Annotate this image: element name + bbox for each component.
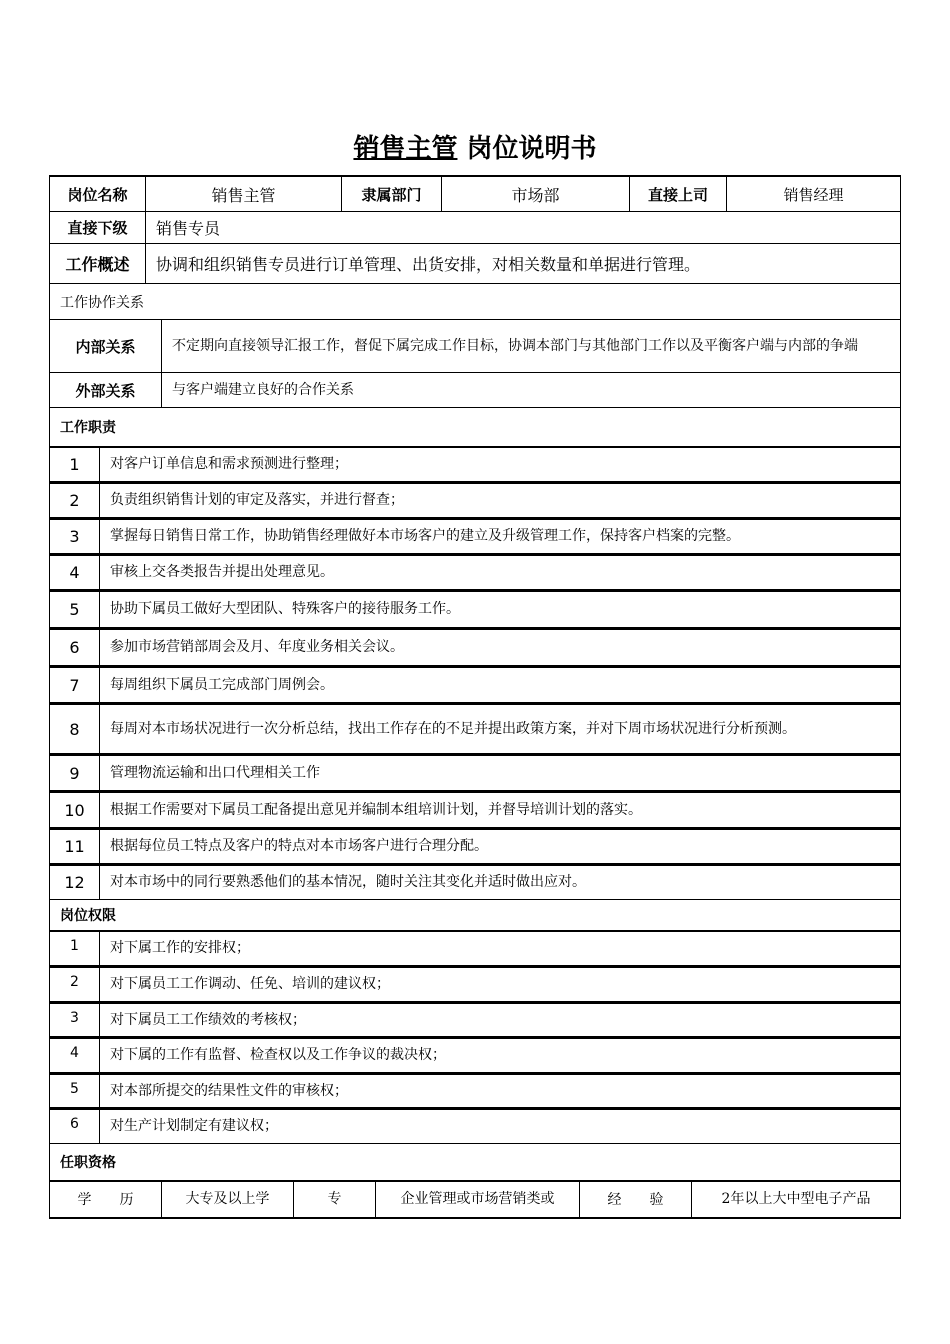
authority-number: 4 — [50, 1039, 100, 1072]
duty-number: 12 — [50, 866, 100, 899]
duty-text: 对客户订单信息和需求预测进行整理； — [110, 456, 348, 472]
internal-value: 不定期向直接领导汇报工作，督促下属完成工作目标，协调本部门与其他部门工作以及平衡客户端与内部的争端 — [172, 337, 858, 354]
authority-row — [49, 1108, 901, 1144]
external-value: 与客户端建立良好的合作关系 — [172, 381, 354, 398]
authority-number: 3 — [50, 1004, 100, 1036]
major-value: 企业管理或市场营销类或 — [376, 1182, 580, 1217]
edu-value: 大专及以上学 — [162, 1182, 294, 1217]
authority-number: 2 — [50, 968, 100, 1001]
label-position: 岗位名称 — [50, 177, 146, 211]
authority-text: 对下属员工工作绩效的考核权； — [110, 1011, 306, 1028]
external-row — [49, 373, 901, 408]
duty-row — [49, 518, 901, 554]
authority-row — [49, 930, 901, 966]
subordinate-value: 销售专员 — [156, 219, 221, 238]
superior-value: 销售经理 — [783, 185, 844, 204]
duty-row — [49, 703, 901, 754]
duty-text: 审核上交各类报告并提出处理意见。 — [110, 564, 334, 580]
duty-row — [49, 590, 901, 628]
label-internal: 内部关系 — [50, 320, 162, 372]
duty-text: 每周对本市场状况进行一次分析总结，找出工作存在的不足并提出政策方案，并对下周市场状况进行分析预测。 — [110, 720, 796, 737]
duty-number: 11 — [50, 830, 100, 863]
label-superior: 直接上司 — [630, 177, 727, 211]
duty-row — [49, 482, 901, 518]
duty-text: 对本市场中的同行要熟悉他们的基本情况，随时关注其变化并适时做出应对。 — [110, 874, 586, 890]
overview-value: 协调和组织销售专员进行订单管理、出货安排，对相关数量和单据进行管理。 — [156, 255, 701, 274]
authority-text: 对下属的工作有监督、检查权以及工作争议的裁决权； — [110, 1047, 446, 1063]
internal-row — [49, 320, 901, 373]
label-external: 外部关系 — [50, 373, 162, 407]
major-label: 专 — [294, 1182, 376, 1217]
duty-row — [49, 554, 901, 590]
label-subordinate: 直接下级 — [50, 212, 146, 243]
authority-title: 岗位权限 — [49, 900, 901, 930]
qualification-row — [49, 1180, 901, 1219]
exp-label: 经 验 — [580, 1182, 692, 1217]
header-row — [49, 175, 901, 212]
duty-row — [49, 666, 901, 703]
duty-text: 参加市场营销部周会及月、年度业务相关会议。 — [110, 639, 404, 655]
duty-number: 3 — [50, 520, 100, 553]
edu-label: 学 历 — [50, 1182, 162, 1217]
authority-row — [49, 1002, 901, 1037]
duty-row — [49, 628, 901, 666]
duties-title: 工作职责 — [49, 408, 901, 446]
duty-number: 10 — [50, 793, 100, 827]
duty-text: 根据每位员工特点及客户的特点对本市场客户进行合理分配。 — [110, 838, 488, 854]
authority-number: 5 — [50, 1075, 100, 1107]
authority-text: 对生产计划制定有建议权； — [110, 1118, 278, 1134]
authority-row — [49, 1073, 901, 1108]
authority-text: 对下属员工工作调动、任免、培训的建议权； — [110, 976, 390, 992]
exp-value: 2年以上大中型电子产品 — [721, 1191, 871, 1207]
authority-row — [49, 966, 901, 1002]
authority-number: 6 — [50, 1110, 100, 1143]
authority-text: 对本部所提交的结果性文件的审核权； — [110, 1082, 348, 1099]
duty-number: 6 — [50, 630, 100, 665]
page-title — [0, 128, 950, 165]
duty-number: 5 — [50, 592, 100, 627]
position-value: 销售主管 — [146, 177, 342, 211]
duty-row — [49, 828, 901, 864]
duty-row — [49, 754, 901, 791]
duty-row — [49, 864, 901, 900]
duty-row — [49, 791, 901, 828]
qualification-title: 任职资格 — [49, 1144, 901, 1180]
dept-value: 市场部 — [442, 177, 630, 211]
duty-number: 2 — [50, 484, 100, 517]
duty-text: 根据工作需要对下属员工配备提出意见并编制本组培训计划，并督导培训计划的落实。 — [110, 801, 642, 818]
duty-number: 1 — [50, 448, 100, 481]
duty-text: 每周组织下属员工完成部门周例会。 — [110, 676, 334, 693]
subordinate-row — [49, 212, 901, 244]
title-position: 销售主管 — [353, 134, 458, 164]
duty-text: 协助下属员工做好大型团队、特殊客户的接待服务工作。 — [110, 601, 460, 617]
overview-row — [49, 244, 901, 284]
duty-number: 8 — [50, 705, 100, 753]
authority-text: 对下属工作的安排权； — [110, 940, 250, 956]
authority-number: 1 — [50, 932, 100, 965]
duty-row — [49, 446, 901, 482]
relations-title: 工作协作关系 — [49, 284, 901, 320]
authority-row — [49, 1037, 901, 1073]
label-overview: 工作概述 — [50, 244, 146, 283]
label-dept: 隶属部门 — [342, 177, 442, 211]
duty-number: 7 — [50, 668, 100, 702]
duty-number: 9 — [50, 756, 100, 790]
title-doc: 岗位说明书 — [466, 134, 597, 164]
duty-number: 4 — [50, 556, 100, 589]
duty-text: 管理物流运输和出口代理相关工作 — [110, 764, 320, 781]
duty-text: 负责组织销售计划的审定及落实，并进行督查； — [110, 492, 404, 508]
duty-text: 掌握每日销售日常工作，协助销售经理做好本市场客户的建立及升级管理工作，保持客户档案的完整。 — [110, 528, 740, 544]
